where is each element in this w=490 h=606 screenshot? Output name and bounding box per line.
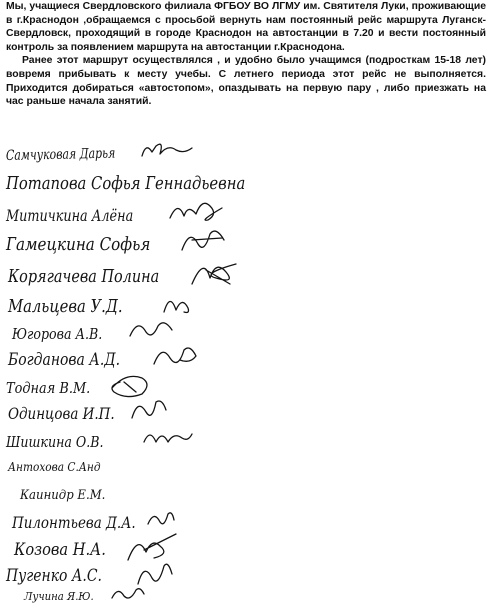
signature-name: Мальцева У.Д. bbox=[8, 296, 123, 317]
letter-paragraph-2: Ранее этот маршрут осуществлялся , и удобно было учащимся (подросткам 15-18 лет) вовремя прибывать к месту учебы. С летнего периода этот рейс не выполняется. Приходится добираться «автостопом», опаздывать на первую пару , либо приезжать на час раньше начала занятий. bbox=[6, 55, 486, 108]
signature-name: Лучина Я.Ю. bbox=[24, 590, 94, 603]
signature-scribble bbox=[146, 508, 176, 530]
signature-scribble bbox=[178, 226, 228, 256]
signature-scribble bbox=[128, 318, 174, 342]
signature-list bbox=[0, 140, 490, 606]
signature-scribble bbox=[168, 196, 226, 226]
signature-name: Тодная В.М. bbox=[6, 379, 91, 397]
signature-scribble bbox=[128, 396, 168, 424]
letter-text bbox=[6, 0, 486, 109]
signature-name: Шишкина О.В. bbox=[6, 433, 104, 451]
signature-scribble bbox=[186, 254, 242, 290]
signature-name: Пугенко А.С. bbox=[6, 566, 102, 586]
signature-name: Гамецкина Софья bbox=[6, 234, 151, 255]
signature-name: Козова Н.А. bbox=[14, 540, 106, 560]
signature-name: Богданова А.Д. bbox=[8, 350, 121, 370]
signature-name: Потапова Софья Геннадьевна bbox=[6, 173, 246, 194]
signature-scribble bbox=[160, 290, 194, 318]
signature-scribble bbox=[142, 426, 194, 450]
signature-name: Пилонтьева Д.А. bbox=[12, 513, 136, 532]
signature-name: Корягачева Полина bbox=[8, 266, 160, 287]
signature-scribble bbox=[138, 140, 198, 164]
signature-name: Антохова С.Анд bbox=[8, 460, 101, 474]
signature-scribble bbox=[134, 558, 174, 588]
signature-name: Югорова А.В. bbox=[12, 325, 103, 343]
signature-name: Митичкина Алёна bbox=[6, 206, 134, 225]
signature-scribble bbox=[110, 586, 146, 604]
letter-paragraph-1: Мы, учащиеся Свердловского филиала ФГБОУ ВО ЛГМУ им. Святителя Луки, проживающие в г.Краснодон ,обращаемся с просьбой вернуть нам постоянный рейс маршрута Луганск-Свердловск, проходящий в городе Краснодон на автостанции в 7.20 и вести постоянный контроль за появлением маршрута на автостанции г.Краснодона. bbox=[6, 1, 486, 53]
signature-name: Самчуковая Дарья bbox=[5, 145, 116, 164]
signature-scribble bbox=[150, 342, 198, 370]
signature-name: Каинидр Е.М. bbox=[20, 488, 106, 503]
signature-name: Одинцова И.П. bbox=[8, 404, 115, 423]
